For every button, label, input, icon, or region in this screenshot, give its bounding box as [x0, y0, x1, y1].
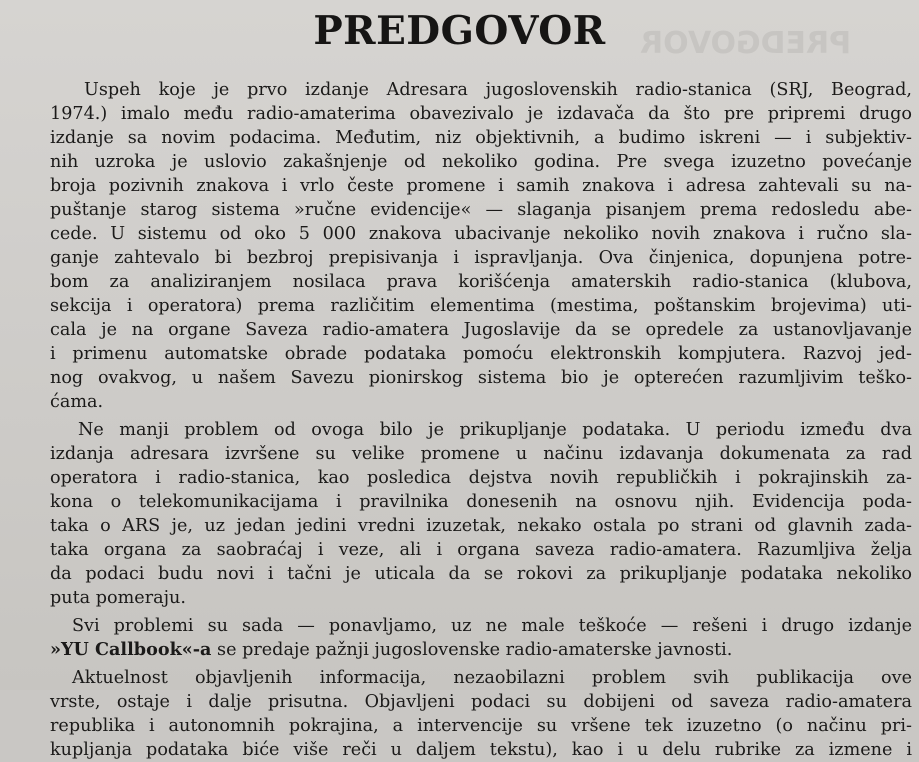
text-line: izdanja adresara izvršene su velike promene u načinu izdavanja dokumenata za rad — [50, 444, 912, 464]
text-line: 1974.) imalo među radio-amaterima obavezivalo je izdavača da što pre pripremi drugo — [50, 104, 912, 124]
text-line: kona o telekomunikacijama i pravilnika donesenih na osnovu njih. Evidencija poda- — [50, 492, 912, 512]
text-line: cala je na organe Saveza radio-amatera Jugoslavije da se opredele za ustanovljavanje — [50, 320, 912, 340]
show-through-text: PREDGOVOR — [640, 26, 852, 61]
text-line: izdanje sa novim podacima. Međutim, niz objektivnih, a budimo iskreni — i subjektiv- — [50, 128, 912, 148]
text-line: i primenu automatske obrade podataka pomoću elektronskih kompjutera. Razvoj jed- — [50, 344, 912, 364]
text-line: taka organa za saobraćaj i veze, ali i organa saveza radio-amatera. Razumljiva želja — [50, 540, 912, 560]
text-line: cede. U sistemu od oko 5 000 znakova ubacivanje nekoliko novih znakova i ručno sla- — [50, 224, 912, 244]
text-line: ćama. — [50, 392, 104, 412]
page-title: PREDGOVOR — [313, 8, 606, 54]
text-line: operatora i radio-stanica, kao posledica dejstva novih republičkih i pokrajinskih za- — [50, 468, 912, 488]
text-line: ganje zahtevalo bi bezbroj prepisivanja i ispravljanja. Ova činjenica, dopunjena potre- — [50, 248, 912, 268]
text-line: Uspeh koje je prvo izdanje Adresara jugoslovenskih radio-stanica (SRJ, Beograd, — [84, 80, 912, 100]
text-line: puta pomeraju. — [50, 588, 186, 608]
text-line: nog ovakvog, u našem Savezu pionirskog sistema bio je opterećen razumljivim teško- — [50, 368, 912, 388]
callbook-title: »YU Callbook«-a — [50, 639, 212, 660]
text-line: sekcija i operatora) prema različitim elementima (mestima, poštanskim brojevima) uti- — [50, 296, 912, 316]
text-line: taka o ARS je, uz jedan jedini vredni izuzetak, nekako ostala po strani od glavnih zada- — [50, 516, 912, 536]
text-line: kupljanja podataka biće više reči u daljem tekstu), kao i u delu rubrike za izmene i — [50, 740, 912, 760]
text-line: nih uzroka je uslovio zakašnjenje od nekoliko godina. Pre svega izuzetno povećanje — [50, 152, 912, 172]
text-line: broja pozivnih znakova i vrlo česte promene i samih znakova i adresa zahtevali su na- — [50, 176, 912, 196]
text-line: Aktuelnost objavljenih informacija, nezaobilazni problem svih publikacija ove — [72, 668, 912, 688]
text-line: vrste, ostaje i dalje prisutna. Objavljeni podaci su dobijeni od saveza radio-amatera — [50, 692, 912, 712]
text-line: bom za analiziranjem nosilaca prava korišćenja amaterskih radio-stanica (klubova, — [50, 272, 912, 292]
text-line-continuation: se predaje pažnji jugoslovenske radio-amaterske javnosti. — [211, 640, 733, 660]
text-line — [50, 638, 912, 662]
text-line: republika i autonomnih pokrajina, a intervencije su vršene tek izuzetno (o načinu pri- — [50, 716, 912, 736]
text-line: Ne manji problem od ovoga bilo je prikupljanje podataka. U periodu između dva — [78, 420, 912, 440]
text-line: puštanje starog sistema »ručne evidencije« — slaganja pisanjem prema redosledu abe- — [50, 200, 912, 220]
text-line: Svi problemi su sada — ponavljamo, uz ne male teškoće — rešeni i drugo izdanje — [72, 616, 912, 636]
text-line: da podaci budu novi i tačni je uticala da se rokovi za prikupljanje podataka nekoliko — [50, 564, 912, 584]
